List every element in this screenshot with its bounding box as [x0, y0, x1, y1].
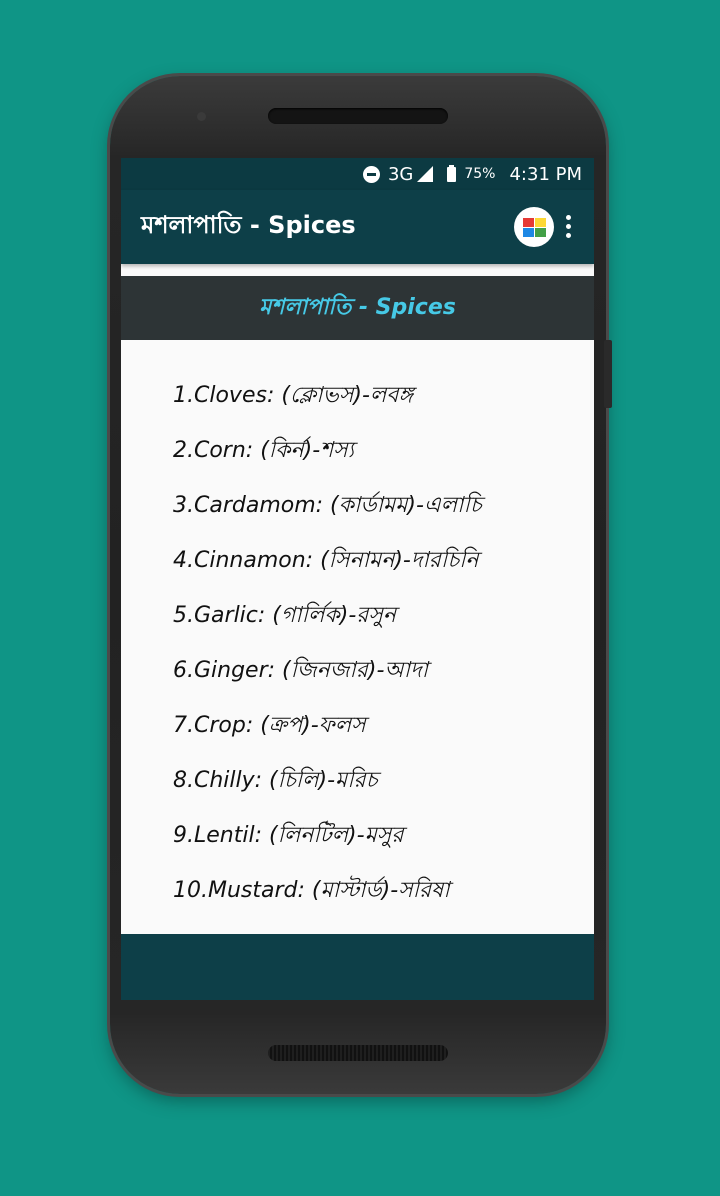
signal-icon — [417, 166, 433, 182]
list-item: 5.Garlic: (গার্লিক)-রসুন — [173, 603, 397, 628]
battery-percent: 75% — [464, 166, 496, 182]
top-speaker — [268, 108, 448, 124]
app-bar — [121, 190, 594, 264]
power-button — [604, 340, 612, 408]
banner-title: মশলাপাতি - Spices — [259, 294, 456, 320]
app-title: মশলাপাতি - Spices — [141, 211, 356, 239]
list-item: 9.Lentil: (লিনটিল)-মসুর — [173, 823, 404, 848]
list-item: 3.Cardamom: (কার্ডামম)-এলাচি — [173, 493, 482, 518]
list-item: 8.Chilly: (চিলি)-মরিচ — [173, 768, 378, 793]
bottom-ad-bar — [121, 934, 594, 1000]
list-item: 4.Cinnamon: (সিনামন)-দারচিনি — [173, 548, 479, 573]
overflow-menu-icon[interactable] — [566, 215, 572, 238]
word-list — [121, 340, 594, 920]
network-label: 3G — [387, 163, 414, 185]
screen — [121, 158, 594, 1000]
list-item: 10.Mustard: (মাস্টার্ড)-সরিষা — [173, 878, 450, 903]
section-banner — [121, 276, 594, 340]
app-logo-icon[interactable] — [514, 207, 554, 247]
list-item: 1.Cloves: (ক্লোভস)-লবঙ্গ — [173, 383, 414, 408]
status-bar — [121, 158, 594, 190]
list-item: 6.Ginger: (জিনজার)-আদা — [173, 658, 429, 683]
list-item: 7.Crop: (ক্রপ)-ফলস — [173, 713, 366, 738]
bottom-speaker — [268, 1045, 448, 1061]
front-camera — [197, 112, 206, 121]
battery-icon — [447, 167, 456, 182]
do-not-disturb-icon — [363, 166, 380, 183]
clock: 4:31 PM — [509, 163, 582, 185]
list-item: 2.Corn: (কির্ন)-শস্য — [173, 438, 355, 463]
